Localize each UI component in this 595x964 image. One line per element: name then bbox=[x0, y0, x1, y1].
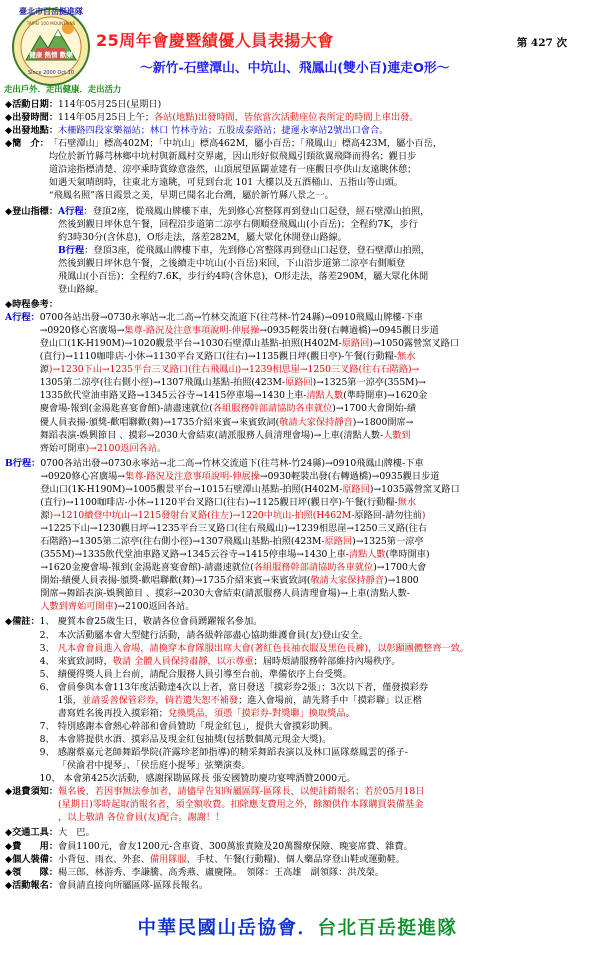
schedule-a bbox=[5, 311, 589, 455]
schedule-segment: 原路回 bbox=[341, 338, 370, 350]
schedule-segment: )→1035露營窯叉路口 bbox=[369, 483, 460, 495]
guide-a-line: ：登頂2座，從飛鳳山牌樓下車，先到修心宮整隊再到登山口起登，經石壁潭山拍照， bbox=[83, 205, 430, 217]
schedule-line bbox=[40, 483, 589, 496]
page-title: 25周年會慶暨績優人員表揚大會 bbox=[96, 31, 334, 50]
schedule-segment: →0930輕裝出發(右轉過橋)→0935觀日步道 bbox=[259, 470, 440, 482]
gear-post: 、手杖、午餐(行動糧)、個人藥品穿登山鞋或運動鞋。 bbox=[186, 853, 406, 865]
schedule-segment: 舞蹈表演-娛興節目 、摸彩→2030大會結束(請派服務人員清理會場)→上車(清點人數- bbox=[39, 429, 384, 441]
note-segment: 整齊一致。 bbox=[423, 642, 470, 654]
note-number bbox=[40, 707, 58, 720]
note-segment: 來賓致詞時， bbox=[57, 655, 113, 667]
note-number: 1、 bbox=[39, 616, 55, 628]
footer-org bbox=[0, 916, 595, 942]
note-text bbox=[58, 655, 589, 668]
schedule-segment: →1620金慶會場-報到(金湯匙喜宴會館)-請盡速就位( bbox=[40, 562, 254, 574]
note-segment: 感謝蔡嘉元老師舞蹈學院(許露珍老師指導)的精采舞蹈表演以及林口區隊蔡鳳雲的孫子- bbox=[57, 747, 408, 759]
depart-time-label: ◆出發時間： bbox=[5, 112, 59, 124]
schedule-line bbox=[40, 350, 589, 363]
note-text bbox=[58, 733, 589, 746]
note-segment: 績優得獎人員上台前，請配合服務人員引導至台前，準備依序上台受獎。 bbox=[57, 668, 352, 680]
schedule-line bbox=[40, 311, 589, 324]
schedule-segment: 清點人數 bbox=[306, 390, 344, 402]
note-number: 6、 bbox=[39, 681, 55, 693]
intro-line: “飛鳳名照”落日霞景之美，早期已聞名北台灣，屬於新竹縣八景之一。 bbox=[48, 190, 334, 202]
schedule-line bbox=[40, 535, 589, 548]
slogan: 走出戶外．走出健康．走出活力 bbox=[4, 84, 122, 94]
signup-label: ◆活動報名： bbox=[5, 879, 59, 891]
schedule-segment: 0700各站出發→0730永寧站→北二高→竹林交流道下(往芎林-竹24縣)→0910飛鳳山牌樓-下車 bbox=[39, 312, 423, 323]
schedule-segment: 0700各站出發→0730永寧站→北二高→竹林交流道下(往芎林-竹24縣)→0910飛鳳山牌樓-下車 bbox=[40, 457, 424, 469]
gear-highlight: 備用隊服 bbox=[149, 853, 187, 865]
gear-label: ◆個人裝備： bbox=[5, 853, 59, 865]
schedule-line bbox=[40, 457, 589, 470]
schedule-segment: )→1050露營窯叉路口 bbox=[369, 338, 460, 350]
schedule-segment: )→1800 bbox=[383, 575, 419, 587]
schedule-a-label: A行程： bbox=[5, 312, 40, 323]
schedule-segment: →0920修心宮廣場→ bbox=[40, 470, 126, 482]
schedule-line bbox=[40, 522, 589, 535]
logo-circle-text: TAIPEI 100 MOUNTAINS bbox=[26, 21, 76, 26]
schedule-line bbox=[40, 376, 589, 389]
refund-line: 報名後，若因事無法參加者，請儘早告知所屬區隊-區隊長，以便註銷報名；若於05月18日 bbox=[58, 786, 425, 798]
schedule-line bbox=[40, 496, 589, 509]
note-number: 5、 bbox=[39, 668, 55, 680]
note-text bbox=[64, 772, 589, 785]
schedule-b-text bbox=[40, 457, 589, 614]
club-logo bbox=[8, 2, 94, 88]
note-number: 2、 bbox=[39, 629, 55, 641]
depart-time-row bbox=[5, 111, 589, 124]
schedule-line bbox=[40, 587, 589, 600]
schedule-segment: 各組服務幹部請協助各車就位 bbox=[212, 403, 333, 415]
note-number: 9、 bbox=[39, 747, 55, 759]
schedule-segment: (準時開車)→1620金 bbox=[343, 390, 428, 402]
schedule-line bbox=[40, 574, 589, 587]
depart-place-row bbox=[5, 124, 589, 137]
note-segment: 本會將提供水酒、摸彩品及現金紅包抽獎(包括數個萬元現金大獎)。 bbox=[57, 734, 332, 745]
guide-row bbox=[5, 205, 589, 296]
schedule-line bbox=[40, 561, 589, 574]
refund-line: ，以上敬請 各位會員(友)配合。謝謝！！ bbox=[58, 812, 225, 824]
note-item bbox=[40, 681, 589, 694]
transport-value: 大 巴。 bbox=[58, 827, 95, 839]
intro-label: ◆簡 介： bbox=[5, 138, 49, 150]
refund-label: ◆退費須知： bbox=[5, 786, 59, 798]
schedule-segment: 慶會場-報到(金湯匙喜宴會館)-請盡速就位( bbox=[39, 403, 213, 415]
note-segment: 敬請 全體人員保持肅靜，以示尊重 bbox=[112, 655, 254, 667]
schedule-segment: 登山口(1K-H190M)→1005觀景平台→1015石壁潭山基點-拍照(H402M- bbox=[40, 483, 343, 495]
intro-row bbox=[5, 137, 589, 202]
schedule-b-label: B行程： bbox=[5, 457, 41, 469]
schedule-segment: 原路回 bbox=[324, 536, 353, 548]
note-number bbox=[40, 694, 58, 707]
guide-b-tag: B行程 bbox=[58, 244, 85, 256]
schedule-segment: (直行)→1110咖啡店-小休→1130平台叉路口(往右)→1135觀日坪(觀日亭)-午餐(行動糧- bbox=[39, 351, 398, 363]
note-number bbox=[40, 759, 58, 772]
signup-row bbox=[5, 879, 589, 892]
guide-b-line: 飛鳳山(小百岳)；全程約7.6K，步行約4時(含休息)，O形走法，落差290M，屬大眾化休閒 bbox=[58, 270, 429, 282]
note-number: 3、 bbox=[39, 642, 55, 654]
schedule-a-text bbox=[40, 311, 589, 455]
note-item bbox=[40, 668, 589, 681]
schedule-segment: 敬請大家保持靜音 bbox=[310, 575, 384, 587]
schedule-segment: )→1210續登中坑山→1215發射台叉路(往左)→1220中坑山-拍照(H462M- bbox=[49, 509, 355, 521]
refund-row bbox=[5, 785, 589, 824]
schedule-segment: 集尊-路況及注意事項說明-伸展操 bbox=[125, 470, 260, 482]
note-text bbox=[58, 746, 589, 759]
refund-text bbox=[58, 785, 589, 824]
refund-line: (星期日)零時起取消報名者，須全額收費。扣除應支費用之外，餘額供作本隊購買裝備基金 bbox=[58, 799, 424, 811]
schedule-line bbox=[40, 389, 589, 402]
guide-b-line: ：登頂3座，從飛鳳山牌樓下車，先到修心宮整隊再到登山口起登，登石壁潭山拍照， bbox=[84, 244, 430, 256]
note-segment: 書寫姓名後再投入摸彩箱； bbox=[57, 707, 168, 719]
schedule-line bbox=[40, 509, 589, 522]
transport-row bbox=[5, 826, 589, 839]
note-item bbox=[40, 746, 589, 759]
logo-bottom-text: Since 2000 Oct.10 bbox=[27, 70, 75, 76]
schedule-line bbox=[40, 429, 589, 442]
schedule-line bbox=[40, 324, 589, 337]
schedule-label: ◆時程參考： bbox=[5, 298, 59, 310]
schedule-segment: 人數到 bbox=[383, 429, 411, 441]
schedule-segment: )→2100返回各站。 bbox=[113, 601, 195, 613]
schedule-segment: 原路回 bbox=[342, 483, 370, 495]
note-text bbox=[58, 668, 589, 681]
lead-label: ◆領 隊： bbox=[5, 866, 59, 878]
schedule-segment: )→1800開席→ bbox=[352, 416, 414, 428]
guide-b-line: 然後到觀日坪休息午餐，之後續走中坑山(小百岳)來回，下山沿步道第二涼亭右側順登 bbox=[58, 257, 406, 269]
schedule-segment: 原路回 bbox=[285, 377, 313, 389]
schedule-segment: 無水 bbox=[397, 496, 417, 508]
schedule-segment: →1225下山→1230觀日坪→1235平台三叉路口(往右飛鳳山)→1239相思崖→1250三叉路(往右 bbox=[40, 523, 427, 534]
note-text bbox=[58, 681, 589, 694]
gear-pre: 小背包、雨衣、外套、 bbox=[58, 853, 150, 865]
schedule-segment: ) bbox=[421, 509, 426, 521]
schedule-line bbox=[40, 416, 589, 429]
schedule-line bbox=[40, 470, 589, 483]
schedule-segment: 登山口(1K-H190M)→1020觀景平台→1030石壁潭山基點-拍照(H402M- bbox=[39, 338, 342, 350]
note-item bbox=[40, 759, 589, 772]
intro-line: 如遇天氣晴朗時，往東北方遠眺，可見到台北 101 大樓以及五酒桶山、五指山等山頭。 bbox=[48, 177, 403, 189]
note-segment: 慶賀本會25歲生日，敬請各位會員踴躍報名參加。 bbox=[57, 616, 263, 628]
schedule-segment: 各組服務幹部請協助各車就位 bbox=[253, 562, 374, 574]
schedule-segment: 原路回-請勿往前 bbox=[354, 509, 422, 521]
note-number: 4、 bbox=[39, 655, 55, 667]
note-segment: 兌換獎品，須憑「摸彩券-對獎聯」換取獎品 bbox=[167, 707, 346, 719]
schedule-segment: →0920修心宮廣場→ bbox=[39, 325, 125, 337]
schedule-segment: 石階路)→1305第二涼亭(往右側小徑)→1307飛鳳山基點-拍照(423M- bbox=[40, 536, 325, 548]
signup-value: 會員請直接向所屬區隊-區隊長報名。 bbox=[58, 879, 209, 891]
transport-label: ◆交通工具： bbox=[5, 827, 59, 839]
note-segment: 本次活動屬本會大型健行活動，請各級幹部盡心協助維護會員(友)登山安全。 bbox=[57, 629, 369, 641]
schedule-line bbox=[40, 548, 589, 561]
schedule-segment: 集尊-路況及注意事項說明-伸展操 bbox=[124, 325, 260, 337]
footer-org-b: 台北百岳挺進隊 bbox=[317, 918, 458, 939]
activity-date-row bbox=[5, 98, 589, 111]
schedule-segment: )→1325第一涼亭(355M)→ bbox=[312, 377, 426, 389]
schedule-b bbox=[5, 457, 589, 614]
guide-b bbox=[58, 245, 430, 295]
note-number: 10、 bbox=[39, 773, 61, 785]
notes-label: ◆備註： bbox=[5, 616, 40, 628]
note-text bbox=[58, 694, 589, 707]
note-item bbox=[40, 733, 589, 746]
note-segment: 並請妥善保管彩券，倘若遺失恕不補發 bbox=[81, 694, 239, 706]
schedule-segment: 優人員表揚-頒獎-歡唱聯歡(舞)→1735介紹來賓→來賓致詞( bbox=[39, 416, 280, 428]
note-text bbox=[58, 707, 589, 720]
issue-number: 第 427 次 bbox=[516, 37, 567, 49]
schedule-segment: 人數到齊始可開車 bbox=[40, 601, 114, 613]
guide-label: ◆登山指標： bbox=[5, 205, 59, 217]
schedule-segment: )→1230下山→1235平台三叉路口(往右飛鳳山)→1239相思崖→1250三叉路(往右石階路)→ bbox=[48, 364, 420, 376]
schedule-segment: (準時開車) bbox=[385, 549, 430, 561]
note-text bbox=[58, 720, 589, 733]
schedule-segment: )→1700大會 bbox=[373, 562, 427, 574]
note-number: 8、 bbox=[39, 734, 55, 745]
note-item bbox=[40, 615, 589, 628]
note-item bbox=[40, 629, 589, 642]
document-body bbox=[5, 98, 589, 892]
logo-top-text: 臺北市百岳挺進隊 bbox=[19, 7, 83, 16]
note-item bbox=[40, 694, 589, 707]
note-segment: ；進入會場前，請先將手中「摸彩聯」以正楷 bbox=[238, 694, 422, 706]
footer-org-a: 中華民國山岳協會． bbox=[137, 918, 318, 939]
schedule-segment: 開席→舞蹈表演-娛興節目 、摸彩→2030大會結束(請派服務人員清理會場)→上車(清點人數- bbox=[40, 588, 410, 600]
note-item bbox=[40, 642, 589, 655]
schedule-segment: 1305第二涼亭(往右側小徑)→1307飛鳳山基點-拍照(423M- bbox=[39, 377, 286, 389]
note-item bbox=[40, 772, 589, 785]
intro-line: 「石壁潭山」標高402M；「中坑山」標高462M，屬小百岳；「飛鳳山」標高423M，屬小百岳， bbox=[48, 138, 443, 150]
guide-a-line: 然後到觀日坪休息午餐，回程沿步道第二涼亭右側順登飛鳳山(小百岳)；全程約7K，步行 bbox=[58, 218, 418, 230]
depart-time-value: 114年05月25日上午； bbox=[58, 112, 155, 124]
schedule-segment: )→1325第一涼亭 bbox=[352, 536, 424, 548]
schedule-segment: 敬請大家保持靜音 bbox=[279, 416, 353, 428]
schedule-line bbox=[40, 442, 589, 455]
schedule-segment: 清點人數 bbox=[348, 549, 386, 561]
fee-row bbox=[5, 840, 589, 853]
intro-line: 道沿途指標清楚、涼亭乘時賞綠意盎然，山頂展望區闢並建有一座觀日亭供山友遠眺休憩； bbox=[48, 164, 417, 176]
intro-text bbox=[49, 137, 589, 202]
schedule-segment: )→2100返回各站。 bbox=[85, 442, 167, 454]
schedule-segment: 齊始可開車 bbox=[39, 442, 86, 454]
note-item bbox=[40, 720, 589, 733]
guide-a-tag: A行程 bbox=[58, 205, 84, 217]
lead-value: 楊三郎、林游秀、李謙騰、高秀燕、盧慶隆。 領隊：王高雄 副領隊：洪茂榮。 bbox=[58, 866, 385, 878]
schedule-line bbox=[40, 337, 589, 350]
activity-date-label: ◆活動日期： bbox=[5, 99, 59, 110]
fee-value: 會員1100元，會友1200元-含車資、300萬旅責險及20萬醫療保險、晚宴席費、雜費。 bbox=[58, 840, 413, 852]
schedule-segment: 無水 bbox=[397, 351, 416, 363]
note-text bbox=[58, 642, 589, 655]
note-segment: 會員參與本會113年度活動達4次以上者，當日發送「摸彩券2張」；3次以下者，僅發摸彩券 bbox=[57, 681, 429, 693]
schedule-segment: )→1700大會開始-績 bbox=[332, 403, 417, 415]
schedule-segment: (355M)→1335飲代堂油車路叉路→1345云谷寺→1415停車場→1430上車- bbox=[40, 549, 349, 561]
guide-a-line: 約3時30分(含休息)，O形走法，落差282M，屬大眾化休閒登山路線。 bbox=[58, 231, 347, 243]
note-text bbox=[58, 615, 589, 628]
note-segment: 凡本會會員進入會場，請換穿本會隊服出席大會(著紅色長袖衣服及黑色長褲)，以彰顯團體 bbox=[57, 642, 424, 654]
note-text bbox=[58, 629, 589, 642]
schedule-segment: 開始-績優人員表揚-頒獎-歡唱聯歡(舞)→1735介紹來賓→來賓致詞( bbox=[40, 575, 311, 587]
schedule-segment: →0935輕裝出發(右轉過橋)→0945觀日步道 bbox=[259, 325, 439, 337]
depart-place-value: 木柵路四段家樂福站；林口 竹林寺站；五股成泰路站；捷運永寧站2號出口會合。 bbox=[58, 125, 389, 137]
depart-time-note: 各站(地點)出發時間，皆依當次活動座位表所定的時間上車出發。 bbox=[154, 112, 419, 124]
note-item bbox=[40, 655, 589, 668]
fee-label: ◆費 用： bbox=[5, 840, 59, 852]
schedule-segment: (直行)→1100咖啡店-小休→1120平台叉路口(往右)→1125觀日坪(觀日亭)-午餐(行動糧- bbox=[40, 496, 398, 508]
depart-place-label: ◆出發地點： bbox=[5, 125, 59, 137]
page-subtitle: ～新竹-石壁潭山、中坑山、飛鳳山(雙小百)連走O形～ bbox=[140, 61, 450, 76]
schedule-line bbox=[40, 600, 589, 613]
note-segment: 特別感謝本會熱心幹部和會員贊助「現金紅包」，提供大會摸彩助興。 bbox=[57, 720, 338, 732]
schedule-segment: 1335飲代堂油車路叉路→1345云谷寺→1415停車場→1430上車- bbox=[39, 390, 307, 402]
guide-a bbox=[58, 206, 429, 243]
schedule-segment: 源 bbox=[40, 509, 50, 521]
note-text bbox=[58, 759, 589, 772]
note-segment: 。 bbox=[345, 707, 355, 719]
guide-b-line: 登山路線。 bbox=[58, 283, 104, 295]
note-segment: 1張， bbox=[57, 694, 82, 706]
intro-line: 均位於新竹縣芎林鄉中坑村與新鳳村交界處，因山形好似飛鳳引頸欲翼飛降而得名；觀日步 bbox=[48, 151, 417, 163]
activity-date-value: 114年05月25日(星期日) bbox=[58, 99, 162, 110]
note-number: 7、 bbox=[39, 720, 55, 732]
schedule-segment: 源 bbox=[39, 364, 49, 376]
notes-row bbox=[5, 615, 589, 785]
schedule-line bbox=[40, 402, 589, 415]
lead-row bbox=[5, 866, 589, 879]
notes-list bbox=[40, 615, 589, 785]
schedule-line bbox=[40, 363, 589, 376]
note-segment: 本會第425次活動，感謝探勘區隊長 張安國贊助慶功宴啤酒贊2000元。 bbox=[63, 773, 356, 785]
note-item bbox=[40, 707, 589, 720]
note-segment: 「侯渝君中提琴」、「侯岳庭小提琴」弦樂演奏。 bbox=[57, 760, 251, 772]
gear-row bbox=[5, 853, 589, 866]
note-segment: ；屆時煩請服務幹部維持內場秩序。 bbox=[253, 655, 401, 667]
logo-mid-text: 健康 熱情 歡樂 bbox=[29, 51, 73, 59]
